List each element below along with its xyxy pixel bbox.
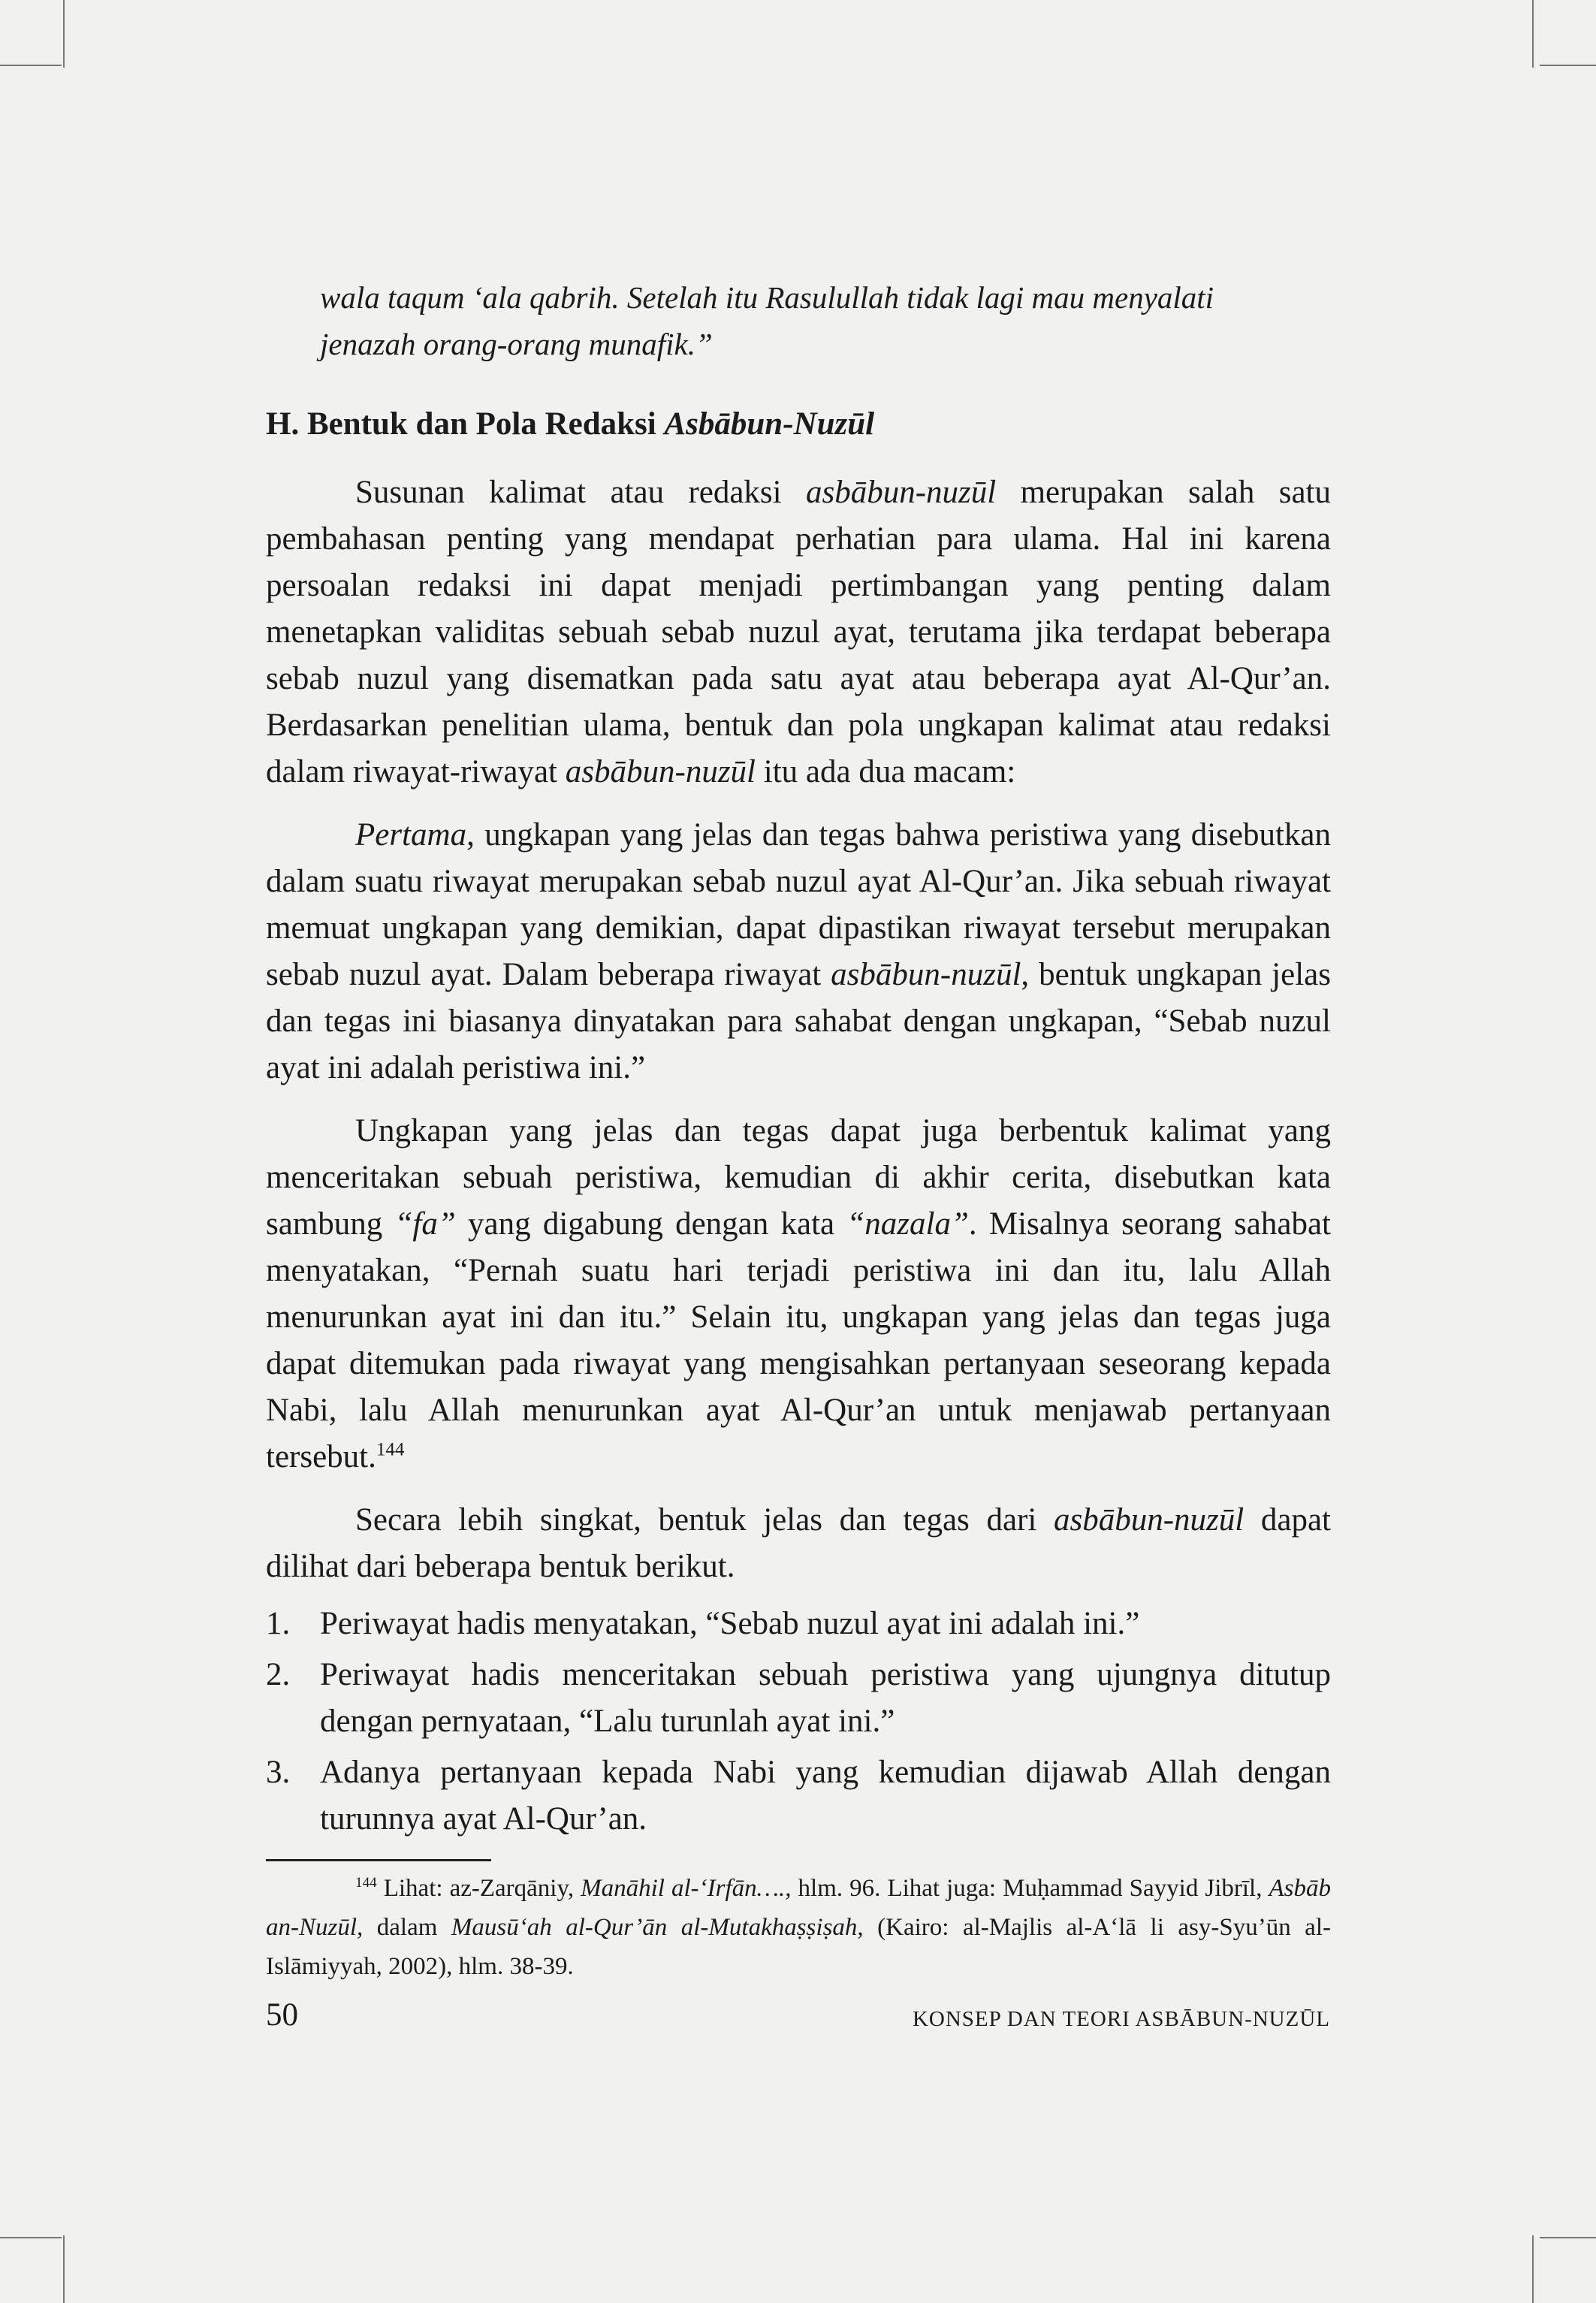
list-number: 2. [266, 1657, 291, 1692]
section-heading-italic: Asbābun-Nuzūl [664, 406, 875, 442]
section-heading-prefix: H. Bentuk dan Pola Redaksi [266, 406, 665, 442]
crop-mark [0, 2237, 62, 2238]
list-text: Periwayat hadis menyatakan, “Sebab nuzul ayat ini adalah ini.” [320, 1606, 1140, 1641]
footnote-reference[interactable]: 144 [376, 1439, 405, 1460]
running-title: KONSEP DAN TEORI ASBĀBUN-NUZŪL [912, 2007, 1330, 2031]
crop-mark [63, 2235, 65, 2303]
form-list [266, 1601, 1331, 1843]
paragraph-3: Ungkapan yang jelas dan tegas dapat juga berbentuk kalimat yang menceritakan sebuah peristiwa, kemudian di akhir cerita, disebutkan kata sambung “fa” yang digabung dengan kata “nazala”. Misalnya seorang sahabat menyatakan, “Pernah suatu hari terjadi peristiwa ini dan itu, lalu Allah menurunkan ayat ini dan itu.” Selain itu, ungkapan yang jelas dan tegas juga dapat ditemukan pada riwayat yang mengisahkan pertanyaan seseorang kepada Nabi, lalu Allah menurunkan ayat Al-Qur’an untuk menjawab pertanyaan tersebut.$^{144}$ [266, 1113, 1331, 1474]
quote-line-2: jenazah orang-orang munafik.” [320, 327, 713, 361]
crop-mark [0, 65, 62, 66]
crop-mark [63, 0, 65, 68]
list-text: Periwayat hadis menceritakan sebuah peristiwa yang ujungnya ditutup dengan pernyataan, “Lalu turunlah ayat ini.” [320, 1657, 1331, 1739]
section-heading [266, 402, 1331, 447]
footnote-divider [266, 1859, 491, 1861]
quote-continuation [320, 274, 1331, 367]
footnote: $^{144}$ Lihat: az-Zarqāniy, Manāhil al-‘Irfān…., hlm. 96. Lihat juga: Muḥammad Sayyid Jibrīl, Asbāb an-Nuzūl, dalam Mausū‘ah al-Qur’ān al-Mutakhaṣṣiṣah, (Kairo: al-Majlis al-A‘lā li asy-Syu’ūn al-Islāmiyyah, 2002), hlm. 38-39. [266, 1875, 1331, 1980]
crop-mark [1532, 0, 1534, 68]
list-number: 3. [266, 1755, 291, 1790]
list-item [266, 1601, 1331, 1647]
crop-mark [1540, 65, 1596, 66]
list-text: Adanya pertanyaan kepada Nabi yang kemudian dijawab Allah dengan turunnya ayat Al-Qur’an. [320, 1755, 1331, 1837]
paragraph-2: Pertama, ungkapan yang jelas dan tegas bahwa peristiwa yang disebutkan dalam suatu riwayat merupakan sebab nuzul ayat Al-Qur’an. Jika sebuah riwayat memuat ungkapan yang demikian, dapat dipastikan riwayat tersebut merupakan sebab nuzul ayat. Dalam beberapa riwayat asbābun-nuzūl, bentuk ungkapan jelas dan tegas ini biasanya dinyatakan para sahabat dengan ungkapan, “Sebab nuzul ayat ini adalah peristiwa ini.” [266, 817, 1331, 1085]
page-number: 50 [266, 1997, 298, 2033]
paragraph-1: Susunan kalimat atau redaksi asbābun-nuzūl merupakan salah satu pembahasan penting yang mendapat perhatian para ulama. Hal ini karena persoalan redaksi ini dapat menjadi pertimbangan yang penting dalam menetapkan validitas sebuah sebab nuzul ayat, terutama jika terdapat beberapa sebab nuzul yang disematkan pada satu ayat atau beberapa ayat Al-Qur’an. Berdasarkan penelitian ulama, bentuk dan pola ungkapan kalimat atau redaksi dalam riwayat-riwayat asbābun-nuzūl itu ada dua macam: [266, 475, 1332, 789]
paragraph-4: Secara lebih singkat, bentuk jelas dan tegas dari asbābun-nuzūl dapat dilihat dari beberapa bentuk berikut. [266, 1502, 1332, 1584]
list-item [266, 1749, 1331, 1843]
list-number: 1. [266, 1606, 291, 1641]
page-body [266, 274, 1331, 1986]
list-item [266, 1652, 1331, 1745]
crop-mark [1540, 2237, 1596, 2238]
crop-mark [1532, 2235, 1534, 2303]
quote-line-1: wala taqum ‘ala qabrih. Setelah itu Rasulullah tidak lagi mau menyalati [320, 280, 1214, 315]
footnote-number: 144 [355, 1875, 377, 1891]
